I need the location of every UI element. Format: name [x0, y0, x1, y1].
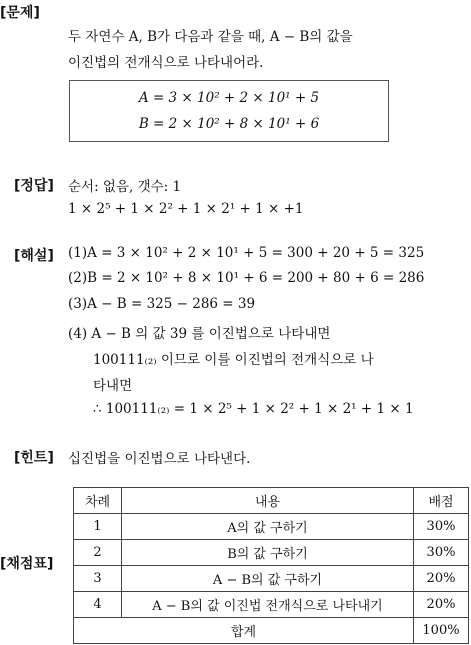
problem-label: [문제]	[0, 5, 40, 21]
row-points: 20%	[414, 566, 469, 592]
table-header-row	[74, 488, 469, 514]
row-content: A의 값 구하기	[122, 514, 414, 540]
row-order: 4	[74, 592, 122, 618]
solution-step3: (3)A − B = 325 − 286 = 39	[68, 296, 256, 312]
scoring-label: [채점표]	[0, 556, 54, 572]
table-row	[74, 540, 469, 566]
problem-text-line1: 두 자연수 A, B가 다음과 같을 때, A − B의 값을	[68, 29, 353, 45]
header-content: 내용	[122, 488, 414, 514]
row-points: 20%	[414, 592, 469, 618]
row-content: A − B의 값 이진법 전개식으로 나타내기	[122, 592, 414, 618]
row-order: 3	[74, 566, 122, 592]
answer-label: [정답]	[14, 178, 54, 194]
total-label: 합계	[74, 618, 414, 644]
solution-step4-line3: 타내면	[93, 378, 133, 394]
row-content: B의 값 구하기	[122, 540, 414, 566]
table-row	[74, 592, 469, 618]
row-content: A − B의 값 구하기	[122, 566, 414, 592]
equation-b: B = 2 × 10² + 8 × 10¹ + 6	[138, 116, 320, 132]
solution-step1: (1)A = 3 × 10² + 2 × 10¹ + 5 = 300 + 20 + 5 = 325	[68, 245, 425, 261]
problem-text-line2: 이진법의 전개식으로 나타내어라.	[68, 55, 264, 71]
scoring-table	[73, 487, 469, 644]
hint-label: [힌트]	[14, 450, 54, 466]
row-points: 30%	[414, 514, 469, 540]
solution-conclusion: ∴ 100111₍₂₎ = 1 × 2⁵ + 1 × 2² + 1 × 2¹ + 1 × 1	[93, 401, 414, 417]
solution-step4-line2: 100111₍₂₎ 이므로 이를 이진법의 전개식으로 나	[93, 352, 374, 368]
answer-line1: 순서: 없음, 갯수: 1	[68, 179, 182, 195]
header-order: 차례	[74, 488, 122, 514]
solution-step2: (2)B = 2 × 10² + 8 × 10¹ + 6 = 200 + 80 + 6 = 286	[68, 270, 425, 286]
solution-label: [해설]	[14, 248, 54, 264]
solution-step4-line1: (4) A − B 의 값 39 를 이진법으로 나타내면	[68, 326, 331, 342]
answer-line2: 1 × 2⁵ + 1 × 2² + 1 × 2¹ + 1 × +1	[68, 201, 304, 217]
header-points: 배점	[414, 488, 469, 514]
row-order: 1	[74, 514, 122, 540]
row-points: 30%	[414, 540, 469, 566]
equation-a: A = 3 × 10² + 2 × 10¹ + 5	[138, 90, 320, 106]
table-total-row	[74, 618, 469, 644]
total-points: 100%	[414, 618, 469, 644]
equation-box	[69, 80, 389, 142]
table-row	[74, 566, 469, 592]
hint-text: 십진법을 이진법으로 나타낸다.	[68, 451, 251, 467]
row-order: 2	[74, 540, 122, 566]
table-row	[74, 514, 469, 540]
